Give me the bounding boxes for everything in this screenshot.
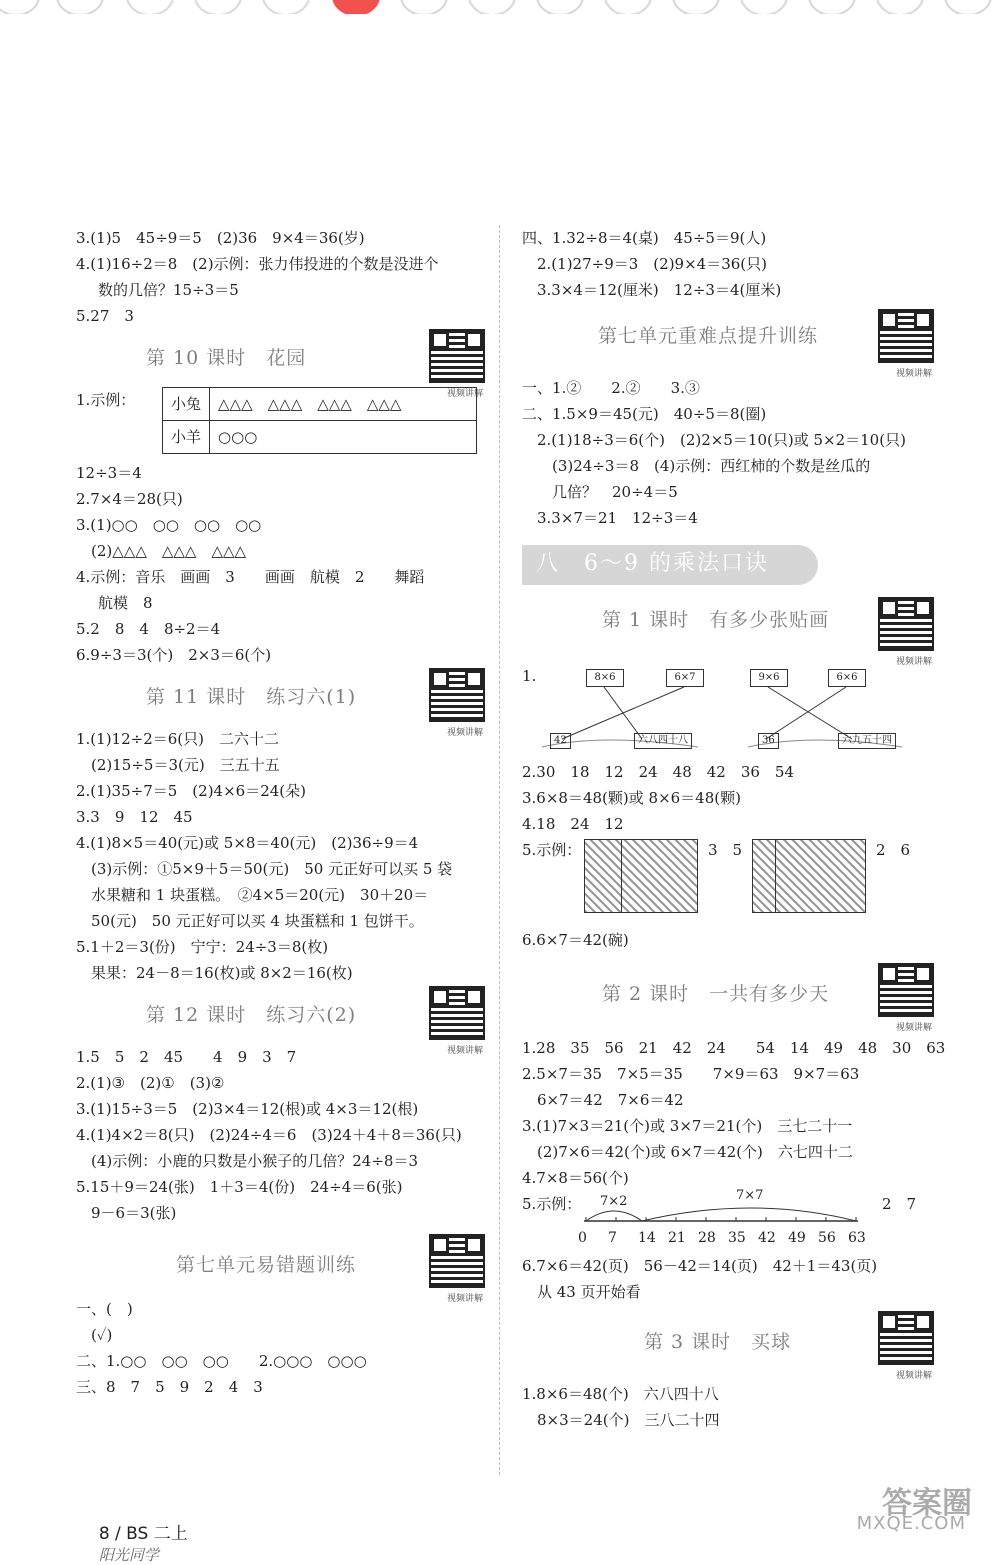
video-explain-label[interactable]: 视频讲解 xyxy=(446,1046,483,1056)
table-cell: ○○○ xyxy=(210,421,477,454)
answer-line: 3.(1)5 45÷9＝5 (2)36 9×4＝36(岁) xyxy=(76,229,365,247)
answer-line: 1.8×6＝48(个) 六八四十八 xyxy=(522,1385,719,1403)
section-title: 第 10 课时 花园 xyxy=(146,347,307,369)
video-explain-label[interactable]: 视频讲解 xyxy=(895,369,932,379)
watermark-url: MXQE.COM xyxy=(856,1513,966,1534)
video-explain-label[interactable]: 视频讲解 xyxy=(895,1023,932,1033)
matching-figure xyxy=(522,663,940,759)
section-title: 第 2 课时 一共有多少天 xyxy=(602,983,830,1005)
arc-label: 7×2 xyxy=(600,1194,628,1209)
answer-text: 2 7 xyxy=(882,1195,917,1213)
tick-label: 14 xyxy=(638,1230,656,1246)
grid-example xyxy=(522,837,940,927)
answer-text: 3 5 xyxy=(708,841,743,859)
table-cell: △△△ △△△ △△△ △△△ xyxy=(210,388,477,421)
answer-line: 4.7×8＝56(个) xyxy=(522,1169,629,1187)
answer-line: 6.9÷3＝3(个) 2×3＝6(个) xyxy=(76,646,272,664)
expr-card: 8×6 xyxy=(586,669,624,687)
answer-line: 5.15＋9＝24(张) 1＋3＝4(份) 24÷4＝6(张) xyxy=(76,1178,403,1196)
answer-line: 6.7×6＝42(页) 56－42＝14(页) 42＋1＝43(页) xyxy=(522,1257,878,1275)
tick-label: 56 xyxy=(818,1230,836,1246)
answer-line: 2.(1)27÷9＝3 (2)9×4＝36(只) xyxy=(522,255,767,273)
answer-line: (2)7×6＝42(个)或 6×7＝42(个) 六七四十二 xyxy=(522,1143,853,1161)
section-header-unit7-errors xyxy=(76,1226,491,1304)
answer-line: 二、1.○○ ○○ ○○ 2.○○○ ○○○ xyxy=(76,1352,367,1370)
qr-code-icon[interactable] xyxy=(429,986,485,1040)
tick-label: 21 xyxy=(668,1230,686,1246)
tick-label: 63 xyxy=(848,1230,866,1246)
answer-line: 航模 8 xyxy=(98,594,153,612)
tick-label: 35 xyxy=(728,1230,746,1246)
answer-line: (3)示例：①5×9＋5＝50(元) 50 元正好可以买 5 袋 xyxy=(76,860,453,878)
answer-line: 4.(1)8×5＝40(元)或 5×8＝40(元) (2)36÷9＝4 xyxy=(76,834,419,852)
top-tab-strip xyxy=(0,0,1000,14)
answer-line: (2)15÷5＝3(元) 三五十五 xyxy=(76,756,280,774)
expr-card: 9×6 xyxy=(750,669,788,687)
answer-line: 一、1.② 2.② 3.③ xyxy=(522,379,700,397)
section-header-lesson10 xyxy=(76,329,491,399)
answer-line: 3.(1)7×3＝21(个)或 3×7＝21(个) 三七二十一 xyxy=(522,1117,853,1135)
video-explain-label[interactable]: 视频讲解 xyxy=(446,389,483,399)
answer-line: 4.示例：音乐 画画 3 画画 航模 2 舞蹈 xyxy=(76,568,425,586)
answer-card: 42 xyxy=(550,733,571,749)
answer-line: 3.6×8＝48(颗)或 8×6＝48(颗) xyxy=(522,789,741,807)
question-number: 5.示例： xyxy=(522,1195,582,1213)
question-number: 5.示例： xyxy=(522,841,582,859)
answer-line: 2.(1)18÷3＝6(个) (2)2×5＝10(只)或 5×2＝10(只) xyxy=(522,431,906,449)
answer-line: 2.30 18 12 24 48 42 36 54 xyxy=(522,763,795,781)
video-explain-label[interactable]: 视频讲解 xyxy=(446,1294,483,1304)
expr-card: 6×6 xyxy=(828,669,866,687)
answer-line: 3.3×7＝21 12÷3＝4 xyxy=(522,509,698,527)
answer-line: 2.7×4＝28(只) xyxy=(76,490,183,508)
tick-label: 0 xyxy=(578,1230,587,1246)
answer-line: 5.27 3 xyxy=(76,307,134,325)
answer-line: 数的几倍？15÷3＝5 xyxy=(98,281,239,299)
unit-banner xyxy=(522,545,940,589)
answer-line: 5.2 8 4 8÷2＝4 xyxy=(76,620,221,638)
section-header-lesson11 xyxy=(76,668,491,738)
qr-code-icon[interactable] xyxy=(878,597,934,651)
answer-line: 5.1＋2＝3(份) 宁宁：24÷3＝8(枚) xyxy=(76,938,329,956)
table-cell: 小羊 xyxy=(163,421,210,454)
answer-line: 2.(1)③ (2)① (3)② xyxy=(76,1074,225,1092)
answer-card: 六九五十四 xyxy=(838,733,896,749)
answer-line: 1.示例： xyxy=(76,391,136,409)
answer-line: 4.18 24 12 xyxy=(522,815,624,833)
section-title: 第七单元易错题训练 xyxy=(176,1254,357,1276)
answer-line: 8×3＝24(个) 三八二十四 xyxy=(522,1411,720,1429)
answer-line: 四、1.32÷8＝4(桌) 45÷5＝9(人) xyxy=(522,229,767,247)
grid-box xyxy=(584,839,698,913)
watermark: 答案圈 xyxy=(882,1486,972,1521)
page-number: 8 / BS 二上 xyxy=(98,1524,188,1544)
answer-line: (3)24÷3＝8 (4)示例：西红柿的个数是丝瓜的 xyxy=(522,457,871,475)
qr-code-icon[interactable] xyxy=(878,1311,934,1365)
expr-card: 6×7 xyxy=(666,669,704,687)
number-line xyxy=(522,1188,940,1253)
right-column xyxy=(522,225,946,1433)
answer-line: 2.5×7＝35 7×5＝35 7×9＝63 9×7＝63 xyxy=(522,1065,860,1083)
section-title: 第 3 课时 买球 xyxy=(644,1331,792,1353)
question-number: 1. xyxy=(522,667,537,685)
answer-line: 50(元) 50 元正好可以买 4 块蛋糕和 1 包饼干。 xyxy=(76,912,424,930)
section-title: 第七单元重难点提升训练 xyxy=(598,325,819,347)
qr-code-icon[interactable] xyxy=(878,963,934,1017)
section-title: 第 12 课时 练习六(2) xyxy=(146,1004,357,1026)
answer-line: 4.(1)16÷2＝8 (2)示例：张力伟投进的个数是没进个 xyxy=(76,255,439,273)
brand-logo: 阳光同学 xyxy=(98,1546,159,1564)
answer-line: 12÷3＝4 xyxy=(76,464,142,482)
section-header-lesson12 xyxy=(76,986,491,1056)
answer-line: 2.(1)35÷7＝5 (2)4×6＝24(朵) xyxy=(76,782,306,800)
tick-label: 28 xyxy=(698,1230,716,1246)
tick-label: 42 xyxy=(758,1230,776,1246)
answer-line: 二、1.5×9＝45(元) 40÷5＝8(圈) xyxy=(522,405,767,423)
qr-code-icon[interactable] xyxy=(429,329,485,383)
arc-label: 7×7 xyxy=(736,1188,764,1203)
unit-title: 八 6～9 的乘法口诀 xyxy=(536,551,769,576)
video-explain-label[interactable]: 视频讲解 xyxy=(895,657,932,667)
answer-line: 3.3×4＝12(厘米) 12÷3＝4(厘米) xyxy=(522,281,782,299)
answer-line: 三、8 7 5 9 2 4 3 xyxy=(76,1378,263,1396)
qr-code-icon[interactable] xyxy=(429,1234,485,1288)
section-header-c3 xyxy=(522,1305,940,1381)
answer-line: 一、( ) xyxy=(76,1300,133,1318)
table-cell: 小兔 xyxy=(163,388,210,421)
answer-line: 1.5 5 2 45 4 9 3 7 xyxy=(76,1048,297,1066)
answer-line: 6.6×7＝42(碗) xyxy=(522,931,629,949)
left-column xyxy=(76,225,491,1400)
answer-line: 果果：24－8＝16(枚)或 8×2＝16(枚) xyxy=(76,964,353,982)
answer-card: 36 xyxy=(758,733,779,749)
qr-code-icon[interactable] xyxy=(429,668,485,722)
section-title: 第 11 课时 练习六(1) xyxy=(146,686,357,708)
answer-line: 6×7＝42 7×6＝42 xyxy=(522,1091,684,1109)
answer-line: 1.28 35 56 21 42 24 54 14 49 48 30 63 xyxy=(522,1039,946,1057)
answer-card: 六八四十八 xyxy=(634,733,692,749)
answer-line: 水果糖和 1 块蛋糕。 ②4×5＝20(元) 30＋20＝ xyxy=(76,886,429,904)
video-explain-label[interactable]: 视频讲解 xyxy=(895,1371,932,1381)
answer-line: 几倍？ 20÷4＝5 xyxy=(522,483,678,501)
video-explain-label[interactable]: 视频讲解 xyxy=(446,728,483,738)
section-header-c2 xyxy=(522,953,940,1035)
answer-line: 3.(1)15÷3＝5 (2)3×4＝12(根)或 4×3＝12(根) xyxy=(76,1100,419,1118)
answer-line: 从 43 页开始看 xyxy=(522,1283,641,1301)
section-title: 第 1 课时 有多少张贴画 xyxy=(602,609,830,631)
answer-line: 1.(1)12÷2＝6(只) 二六十二 xyxy=(76,730,280,748)
answer-line: (2)△△△ △△△ △△△ xyxy=(76,542,247,560)
page-footer xyxy=(88,1499,188,1565)
qr-code-icon[interactable] xyxy=(878,309,934,363)
column-divider xyxy=(499,225,501,1475)
section-header-unit7-key xyxy=(522,303,940,379)
answer-line: 3.3 9 12 45 xyxy=(76,808,193,826)
section-header-c1 xyxy=(522,597,940,667)
tick-label: 49 xyxy=(788,1230,806,1246)
answer-line: 4.(1)4×2＝8(只) (2)24÷4＝6 (3)24＋4＋8＝36(只) xyxy=(76,1126,462,1144)
answer-line: 9－6＝3(张) xyxy=(76,1204,177,1222)
answer-text: 2 6 xyxy=(876,841,911,859)
answer-line: 3.(1)○○ ○○ ○○ ○○ xyxy=(76,516,262,534)
answer-line: (✓) xyxy=(76,1326,113,1344)
animal-table xyxy=(162,387,477,454)
grid-box xyxy=(752,839,866,913)
tick-label: 7 xyxy=(608,1230,617,1246)
answer-line: (4)示例：小鹿的只数是小猴子的几倍？24÷8＝3 xyxy=(76,1152,418,1170)
